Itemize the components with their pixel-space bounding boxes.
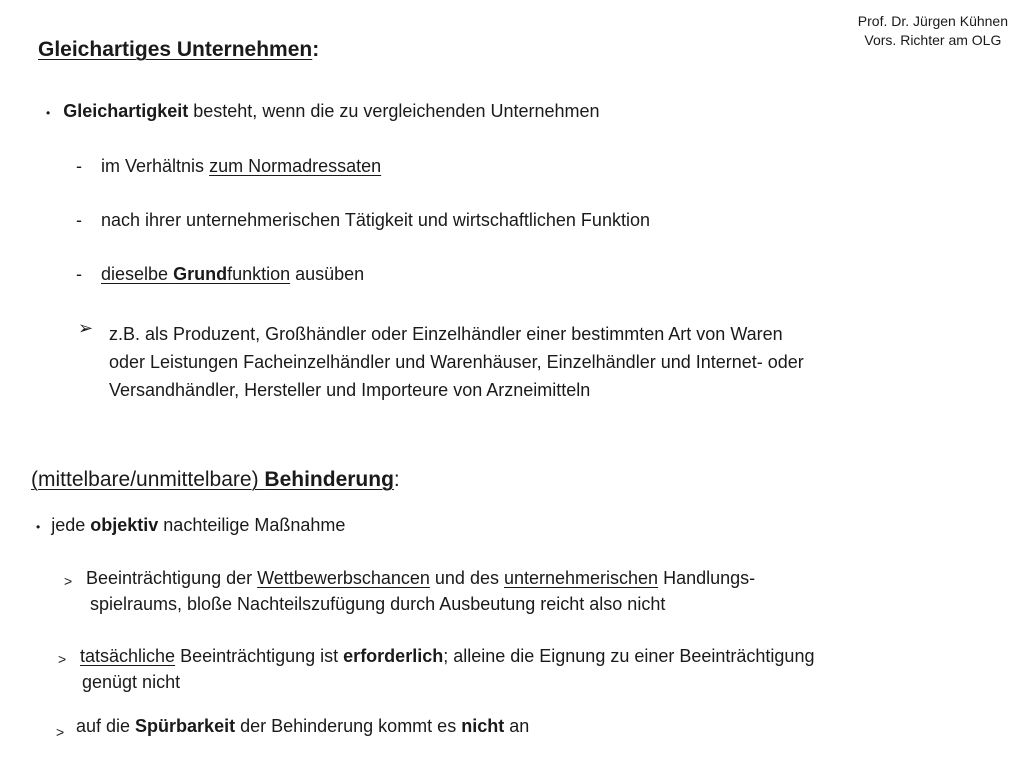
dash-icon: - <box>76 210 82 230</box>
dash-item <box>76 156 381 177</box>
author-title: Vors. Richter am OLG <box>864 32 1002 48</box>
term-bold: Gleichartigkeit <box>63 101 189 121</box>
greater-than-icon: > <box>64 573 73 589</box>
point-underlined: Wettbewerbschancen <box>257 568 430 588</box>
greater-than-icon: > <box>56 724 65 740</box>
point-text: auf die <box>76 716 136 736</box>
item-text: im Verhältnis <box>101 156 210 176</box>
item-underlined <box>101 264 290 284</box>
arrow-bullet-icon: ➢ <box>78 318 94 338</box>
example-line: z.B. als Produzent, Großhändler oder Einzelhändler einer bestimmten Art von Waren <box>109 324 783 344</box>
heading-plain: (mittelbare/unmittelbare) <box>31 468 265 491</box>
item-text: nach ihrer unternehmerischen Tätigkeit und wirtschaftlichen Funktion <box>101 210 650 230</box>
point-line-2: spielraums, bloße Nachteilszufügung durch Ausbeutung reicht also nicht <box>90 594 666 614</box>
point-spuerbarkeit <box>76 716 529 737</box>
dash-icon: - <box>76 156 82 176</box>
item-underlined-bold: Grund <box>173 264 228 284</box>
item-underlined: zum Normadressaten <box>209 156 382 176</box>
greater-than-icon: > <box>58 651 67 667</box>
author-name: Prof. Dr. Jürgen Kühnen <box>857 13 1008 29</box>
heading-text: Gleichartiges Unternehmen <box>38 38 313 61</box>
point-text: ; alleine die Eignung zu einer Beeinträchtigung <box>443 646 815 666</box>
example-line: oder Leistungen Facheinzelhändler und Warenhäuser, Einzelhändler und Internet- oder <box>109 352 804 372</box>
example-line: Versandhändler, Hersteller und Importeure von Arzneimitteln <box>109 380 591 400</box>
bullet-text: besteht, wenn die zu vergleichenden Unternehmen <box>188 101 600 121</box>
point-bold: Spürbarkeit <box>135 716 236 736</box>
heading-colon: : <box>312 38 320 61</box>
point-bold: erforderlich <box>343 646 444 666</box>
heading-text <box>31 468 394 491</box>
section-heading-behinderung <box>31 468 400 492</box>
point-text: der Behinderung kommt es <box>235 716 462 736</box>
point-bold: nicht <box>461 716 505 736</box>
point-text: an <box>504 716 530 736</box>
point-underlined: tatsächliche <box>80 646 176 666</box>
point-line-2: genügt nicht <box>82 672 181 692</box>
bullet-gleichartigkeit <box>46 101 600 122</box>
point-beeintraechtigung <box>86 565 755 617</box>
item-underlined-1: dieselbe <box>101 264 174 284</box>
bullet-bold: objektiv <box>90 515 159 535</box>
heading-colon: : <box>393 468 400 491</box>
bullet-text-before: jede <box>51 515 91 535</box>
bullet-icon: • <box>46 106 51 120</box>
point-line-1 <box>80 643 814 669</box>
point-text: Beeinträchtigung der <box>86 568 258 588</box>
point-line-1 <box>86 565 755 591</box>
heading-bold: Behinderung <box>264 468 394 491</box>
point-text: Handlungs- <box>658 568 756 588</box>
point-text: Beeinträchtigung ist <box>175 646 344 666</box>
point-text: und des <box>429 568 504 588</box>
item-underlined-2: funktion <box>227 264 291 284</box>
dash-item <box>76 264 364 285</box>
bullet-objektiv <box>36 515 345 536</box>
example-block <box>109 320 804 404</box>
item-text-after: ausüben <box>290 264 365 284</box>
author-block <box>858 12 1008 50</box>
dash-icon: - <box>76 264 82 284</box>
section-heading-gleichartig <box>38 38 319 62</box>
bullet-icon: • <box>36 520 41 534</box>
point-underlined: unternehmerischen <box>503 568 659 588</box>
point-tatsaechlich <box>80 643 814 695</box>
dash-item <box>76 210 650 231</box>
bullet-text-after: nachteilige Maßnahme <box>158 515 346 535</box>
